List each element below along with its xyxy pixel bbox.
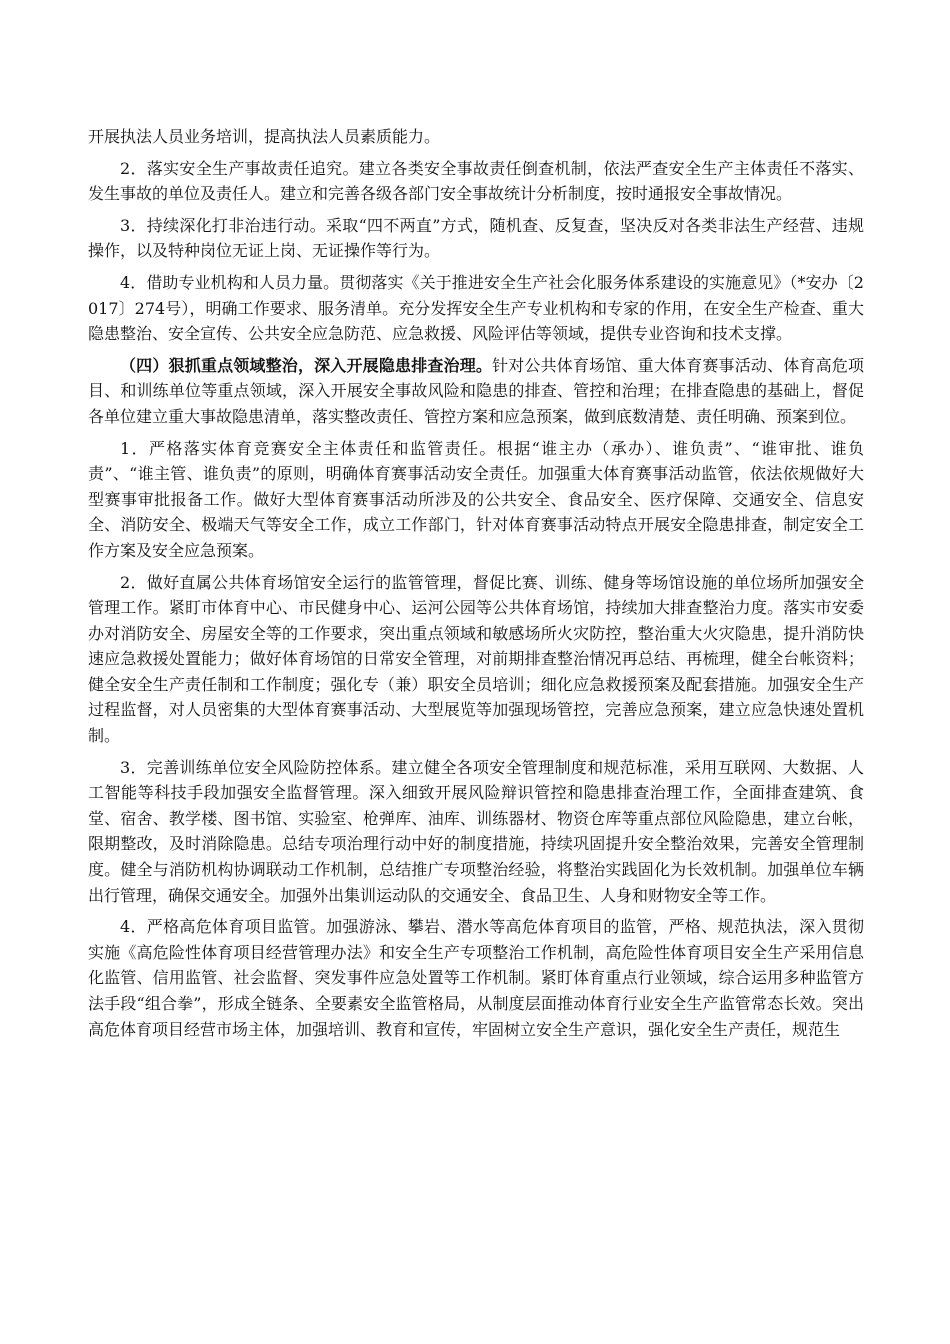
- paragraph-item-1: [88, 436, 864, 564]
- paragraph-text: 3．完善训练单位安全风险防控体系。建立健全各项安全管理制度和规范标准，采用互联网、大数据、人工智能等科技手段加强安全监督管理。深入细致开展风险辩识管控和隐患排查治理工作，全面排查建筑、食堂、宿舍、教学楼、图书馆、实验室、枪弹库、油库、训练器材、物资仓库等重点部位风险隐患，建立台帐，限期整改，及时消除隐患。总结专项治理行动中好的制度措施，持续巩固提升安全整治效果，完善安全管理制度。健全与消防机构协调联动工作机制，总结推广专项整治经验，将整治实践固化为长效机制。加强单位车辆出行管理，确保交通安全。加强外出集训运动队的交通安全、食品卫生、人身和财物安全等工作。: [88, 757, 864, 905]
- paragraph-text: 3．持续深化打非治违行动。采取“四不两直”方式，随机查、反复查，坚决反对各类非法生产经营、违规操作，以及特种岗位无证上岗、无证操作等行为。: [88, 215, 864, 261]
- paragraph-text: 2．做好直属公共体育场馆安全运行的监管管理，督促比赛、训练、健身等场馆设施的单位场所加强安全管理工作。紧盯市体育中心、市民健身中心、运河公园等公共体育场馆，持续加大排查整治力度。落实市安委办对消防安全、房屋安全等的工作要求，突出重点领域和敏感场所火灾防控，整治重大火灾隐患，提升消防快速应急救援处置能力；做好体育场馆的日常安全管理，对前期排查整治情况再总结、再梳理，健全台帐资料；健全安全生产责任制和工作制度；强化专（兼）职安全员培训；细化应急救援预案及配套措施。加强安全生产过程监督，对人员密集的大型体育赛事活动、大型展览等加强现场管控，完善应急预案，建立应急快速处置机制。: [88, 572, 864, 746]
- paragraph-item-3: [88, 213, 864, 264]
- paragraph-text: 开展执法人员业务培训，提高执法人员素质能力。: [88, 127, 441, 146]
- paragraph-text: 1．严格落实体育竞赛安全主体责任和监管责任。根据“谁主办（承办）、谁负责”、“谁审批、谁负责”、“谁主管、谁负责”的原则，明确体育赛事活动安全责任。加强重大体育赛事活动监管，依法依规做好大型赛事审批报备工作。做好大型体育赛事活动所涉及的公共安全、食品安全、医疗保障、交通安全、信息安全、消防安全、极端天气等安全工作，成立工作部门，针对体育赛事活动特点开展安全隐患排查，制定安全工作方案及安全应急预案。: [88, 438, 864, 560]
- paragraph-text: 4．严格高危体育项目监管。加强游泳、攀岩、潜水等高危体育项目的监管，严格、规范执法，深入贯彻实施《高危险性体育项目经营管理办法》和安全生产专项整治工作机制，高危险性体育项目安全生产采用信息化监管、信用监管、社会监督、突发事件应急处置等工作机制。紧盯体育重点行业领域，综合运用多种监管方法手段“组合拳”，形成全链条、全要素安全监管格局，从制度层面推动体育行业安全生产监管常态长效。突出高危体育项目经营市场主体，加强培训、教育和宣传，牢固树立安全生产意识，强化安全生产责任，规范生: [88, 917, 864, 1039]
- paragraph-continuation: [88, 124, 864, 150]
- paragraph-item-2: [88, 156, 864, 207]
- paragraph-item-4b: [88, 914, 864, 1042]
- paragraph-text: 2．落实安全生产事故责任追究。建立各类安全事故责任倒查机制，依法严查安全生产主体责任不落实、发生事故的单位及责任人。建立和完善各级各部门安全事故统计分析制度，按时通报安全事故情况。: [88, 158, 864, 204]
- paragraph-item-2b: [88, 570, 864, 749]
- paragraph-item-4: [88, 270, 864, 347]
- paragraph-item-3b: [88, 755, 864, 909]
- section-heading: （四）狠抓重点领域整治，深入开展隐患排查治理。: [120, 355, 493, 375]
- document-body: [88, 124, 864, 1048]
- paragraph-text: 针对公共体育场馆、重大体育赛事活动、体育高危项目、和训练单位等重点领域，深入开展安全事故风险和隐患的排查、管控和治理；在排查隐患的基础上，督促各单位建立重大事故隐患清单，落实整改责任、管控方案和应急预案，做到底数清楚、责任明确、预案到位。: [88, 355, 864, 426]
- section-heading-paragraph: [88, 353, 864, 430]
- paragraph-text: 4．借助专业机构和人员力量。贯彻落实《关于推进安全生产社会化服务体系建设的实施意见》（*安办〔2017〕274号），明确工作要求、服务清单。充分发挥安全生产专业机构和专家的作用，在安全生产检查、重大隐患整治、安全宣传、公共安全应急防范、应急救援、风险评估等领域，提供专业咨询和技术支撑。: [88, 272, 864, 344]
